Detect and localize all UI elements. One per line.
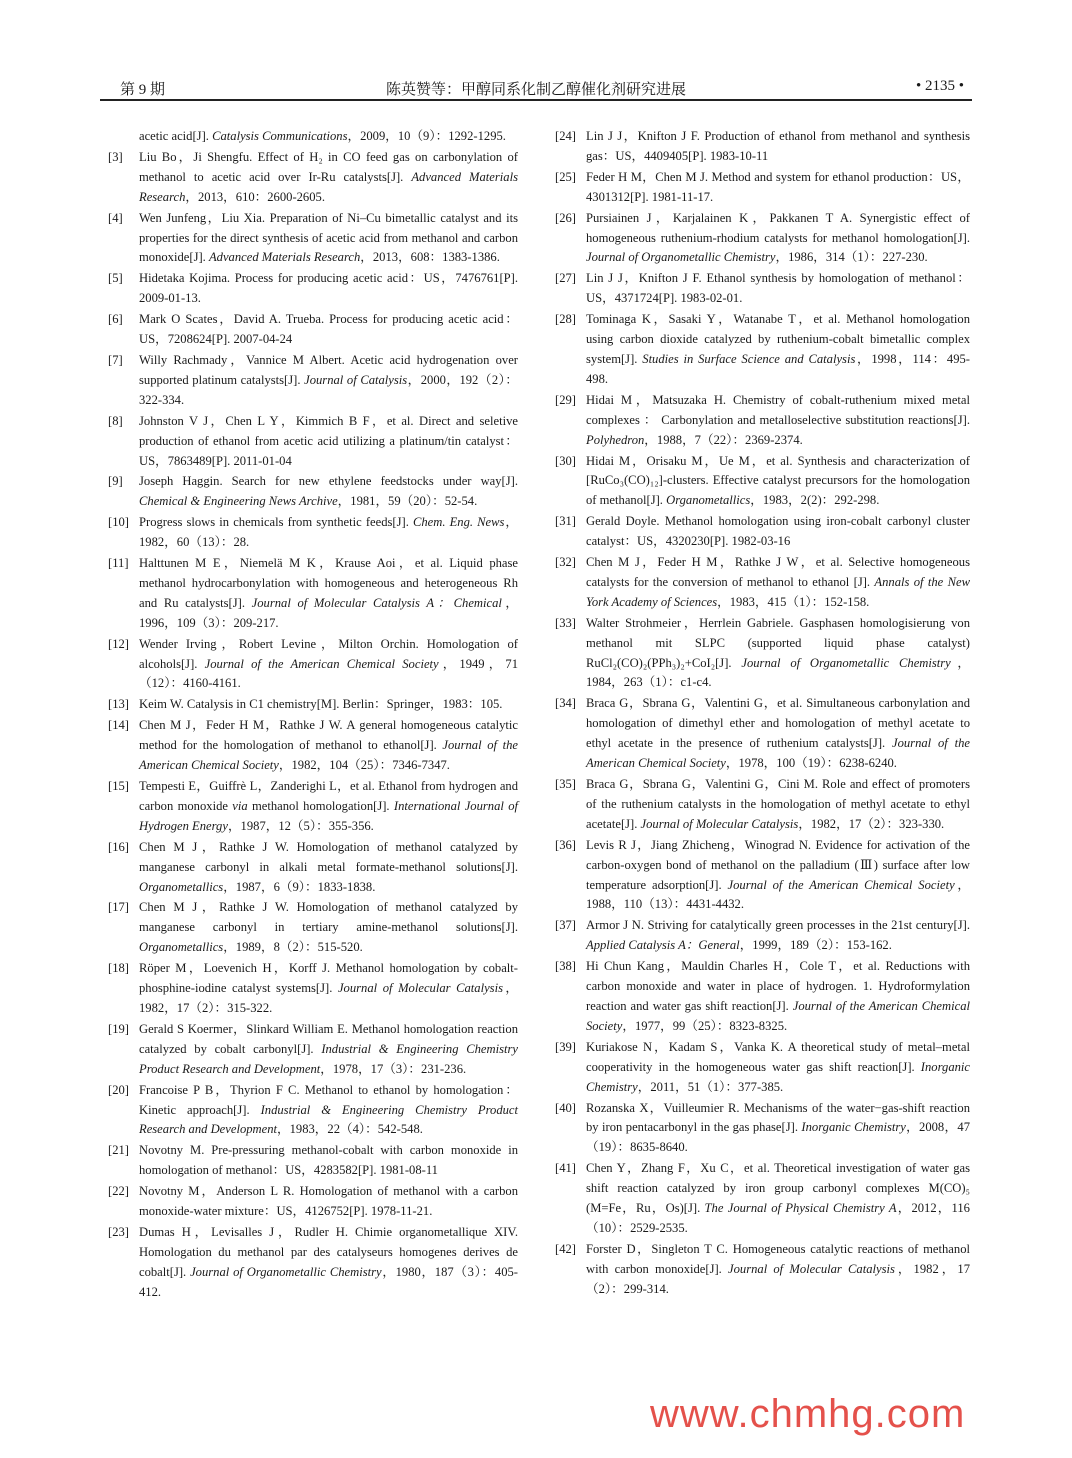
reference-text: Pursiainen J，Karjalainen K，Pakkanen T A. Synergistic effect of homogeneous ruthenium-rhodium catalysts for methanol homologation[J]. bbox=[586, 210, 970, 245]
references-left-column bbox=[108, 127, 518, 1304]
reference-number: [15] bbox=[108, 779, 129, 793]
reference-number: [41] bbox=[555, 1161, 576, 1176]
reference-number: [27] bbox=[555, 271, 576, 286]
reference-text: ，1949，71（12）：4160-4161. bbox=[139, 656, 518, 691]
reference-number: [6] bbox=[108, 312, 123, 327]
reference-text: ，1989，8（2）：515-520. bbox=[223, 940, 363, 955]
reference-number: [30] bbox=[555, 453, 576, 468]
reference-item bbox=[555, 694, 970, 774]
journal-title: Organometallics bbox=[139, 940, 224, 955]
journal-title: Polyhedron bbox=[586, 432, 645, 447]
reference-item bbox=[108, 1081, 518, 1141]
reference-text: ，1980，187（3）：405-412. bbox=[139, 1264, 518, 1299]
reference-item bbox=[555, 775, 970, 835]
reference-text: ，1982，60（13）：28. bbox=[139, 515, 518, 550]
reference-text: ，1978，100（19）：6238-6240. bbox=[725, 756, 897, 771]
reference-text: Chen M J，Feder H M，Rathke J W，et al. Selective homogeneous catalysts for the conversion of methanol to ethanol [J]. bbox=[586, 555, 970, 589]
reference-text: ，1988，110（13）：4431-4432. bbox=[586, 877, 971, 912]
reference-number: [34] bbox=[555, 696, 576, 711]
reference-item bbox=[108, 412, 518, 472]
reference-item bbox=[108, 554, 518, 634]
reference-text: Mark O Scates，David A. Trueba. Process for producing acetic acid：US，7208624[P]. 2007-04-24 bbox=[139, 312, 518, 347]
page-number: • 2135 • bbox=[915, 78, 964, 94]
reference-number: [33] bbox=[555, 615, 576, 630]
reference-item bbox=[555, 957, 970, 1037]
reference-number: [14] bbox=[108, 718, 129, 733]
reference-text: Dumas H，Levisalles J，Rudler H. Chimie organometallique XIV. Homologation du methanol par des catalyseurs homogenes derives de cobalt[J]. bbox=[139, 1224, 518, 1279]
reference-text: ，2008，47（19）：8635-8640. bbox=[586, 1120, 970, 1155]
reference-number: [7] bbox=[108, 352, 123, 367]
reference-text: ，1978，17（3）：231-236. bbox=[320, 1061, 467, 1076]
reference-text: ，1984，263（1）：c1-c4. bbox=[586, 655, 971, 690]
references-right-column bbox=[555, 127, 970, 1301]
journal-title: Journal of Molecular Catalysis bbox=[728, 1261, 895, 1276]
reference-text: ，1986，314（1）：227-230. bbox=[775, 250, 928, 265]
reference-number: [28] bbox=[555, 312, 576, 327]
reference-text: Feder H M，Chen M J. Method and system for ethanol production：US，4301312[P]. 1981-11-17. bbox=[586, 169, 970, 204]
reference-text: Johnston V J，Chen L Y，Kimmich B F，et al. Direct and seletive production of ethanol from acetic acid utilizing a platinum/tin catalyst：US，7863489[P]. 2011-01-04 bbox=[139, 413, 518, 468]
reference-text: Armor J N. Striving for catalytically green processes in the 21st century[J]. bbox=[586, 918, 970, 933]
reference-text: ，2011，51（1）：377-385. bbox=[637, 1079, 784, 1094]
reference-text: ，1977，99（25）：8323-8325. bbox=[622, 1018, 788, 1033]
reference-item bbox=[555, 391, 970, 451]
reference-item bbox=[555, 127, 970, 167]
reference-text: Röper M，Loevenich H，Korff J. Methanol homologation by cobalt-phosphine-iodine catalyst systems[J]. bbox=[139, 961, 518, 996]
reference-text: Hidetaka Kojima. Process for producing acetic acid：US，7476761[P]. 2009-01-13. bbox=[139, 271, 518, 306]
reference-text: Joseph Haggin. Search for new ethylene feedstocks under way[J]. bbox=[139, 474, 518, 489]
journal-title: The Journal of Physical Chemistry A bbox=[704, 1201, 897, 1216]
reference-number: [38] bbox=[555, 959, 576, 974]
reference-text: Liu Bo，Ji Shengfu. Effect of H₂ in CO feed gas on carbonylation of methanol to acetic acid over Ir-Ru catalysts[J]. bbox=[139, 149, 518, 184]
reference-text: ，1988，7（22）：2369-2374. bbox=[644, 432, 803, 447]
reference-number: [18] bbox=[108, 961, 129, 976]
reference-text: Chen M J，Feder H M，Rathke J W. A general homogeneous catalytic method for the homologation of methanol to ethanol[J]. bbox=[139, 718, 518, 753]
reference-item bbox=[555, 1099, 970, 1159]
reference-item bbox=[108, 310, 518, 350]
journal-title: via bbox=[232, 798, 248, 813]
reference-text: ，2013，608：1383-1386. bbox=[360, 250, 500, 265]
reference-text: Chen Y，Zhang F，Xu C，et al. Theoretical investigation of water gas shift reaction catalyzed by iron group carbonyl complexes M(CO)₅ (M=Fe，Ru，Os)[J]. bbox=[586, 1161, 970, 1216]
reference-item bbox=[555, 1240, 970, 1300]
journal-title: Journal of Catalysis bbox=[304, 372, 408, 387]
reference-number: [31] bbox=[555, 514, 576, 529]
reference-text: ，1983，2(2)：292-298. bbox=[750, 493, 880, 508]
reference-item bbox=[555, 1038, 970, 1098]
reference-item bbox=[108, 838, 518, 898]
journal-title: Journal of the American Chemical Society bbox=[586, 736, 971, 771]
reference-number: [37] bbox=[555, 918, 576, 933]
reference-item bbox=[555, 310, 970, 390]
reference-number: [26] bbox=[555, 210, 576, 225]
watermark: www.chmhg.com bbox=[650, 1392, 966, 1436]
running-title: 陈英赞等：甲醇同系化制乙醇催化剂研究进展 bbox=[385, 82, 686, 98]
reference-item bbox=[108, 1223, 518, 1303]
reference-text: ，1996，109（3）：209-217. bbox=[139, 595, 519, 630]
journal-title: Advanced Materials Research bbox=[139, 169, 518, 204]
issue-number: 第 9 期 bbox=[120, 82, 166, 98]
reference-text: ，2012，116（10）：2529-2535. bbox=[586, 1201, 970, 1235]
reference-item bbox=[555, 452, 970, 512]
journal-title: Industrial & Engineering Chemistry Product Research and Development bbox=[139, 1102, 519, 1137]
reference-text: Gerald Doyle. Methanol homologation using iron-cobalt carbonyl cluster catalyst：US，4320230[P]. 1982-03-16 bbox=[586, 514, 970, 549]
header-rule bbox=[100, 99, 972, 101]
journal-title: Advanced Materials Research bbox=[208, 250, 361, 265]
reference-text: Progress slows in chemicals from synthetic feeds[J]. bbox=[139, 515, 413, 530]
reference-text: ，2013，610：2600-2605. bbox=[185, 189, 325, 204]
reference-item bbox=[555, 269, 970, 309]
journal-title: Journal of Molecular Catalysis A：Chemical bbox=[251, 595, 502, 610]
reference-number: [5] bbox=[108, 271, 123, 286]
running-header bbox=[100, 76, 972, 98]
reference-number: [11] bbox=[108, 556, 129, 571]
journal-title: Journal of Molecular Catalysis bbox=[337, 981, 503, 996]
reference-text: Gerald S Koermer，Slinkard William E. Methanol homologation reaction catalyzed by cobalt carbonyl[J]. bbox=[139, 1021, 518, 1056]
reference-item bbox=[108, 351, 518, 411]
reference-number: [12] bbox=[108, 636, 129, 651]
reference-text: Hidai M，Matsuzaka H. Chemistry of cobalt-ruthenium mixed metal complexes ： Carbonylation and metalloselective substitution reactions[J]. bbox=[586, 392, 970, 427]
reference-text: Rozanska X，Vuilleumier R. Mechanisms of the water−gas-shift reaction by iron pentacarbonyl in the gas phase[J]. bbox=[586, 1100, 970, 1135]
reference-number: [29] bbox=[555, 392, 576, 407]
reference-text: ，1981，59（20）：52-54. bbox=[337, 494, 478, 509]
reference-text: Lin J J，Knifton J F. Ethanol synthesis by homologation of methanol：US，4371724[P]. 1983-02-01. bbox=[586, 271, 970, 306]
reference-text: Lin J J，Knifton J F. Production of ethanol from methanol and synthesis gas：US，4409405[P]. 1983-10-11 bbox=[586, 129, 970, 163]
reference-item bbox=[555, 209, 970, 269]
reference-number: [24] bbox=[555, 129, 576, 143]
reference-number: [21] bbox=[108, 1143, 129, 1158]
journal-title: Journal of Organometallic Chemistry bbox=[586, 250, 776, 265]
reference-item bbox=[555, 512, 970, 552]
reference-number: [16] bbox=[108, 839, 129, 854]
journal-title: Annals of the New York Academy of Sciences bbox=[586, 574, 970, 609]
reference-text: Hidai M，Orisaku M，Ue M，et al. Synthesis and characterization of [RuCo₃(CO)₁₂]-clusters. Effective catalyst precursors for the homologation of methanol[J]. bbox=[586, 453, 970, 508]
reference-number: [22] bbox=[108, 1184, 129, 1199]
reference-text: Halttunen M E，Niemelä M K，Krause Aoi，et al. Liquid phase methanol hydrocarbonylation with homogeneous and heterogeneous Rh and Ru catalysts[J]. bbox=[139, 556, 518, 610]
reference-item bbox=[108, 635, 518, 695]
journal-title: Catalysis Communications bbox=[212, 129, 348, 143]
reference-text: Kuriakose N，Kadam S，Vanka K. A theoretical study of metal–metal cooperativity in the homogeneous water gas shift reaction[J]. bbox=[586, 1039, 970, 1074]
reference-text: Levis R J，Jiang Zhicheng，Winograd N. Evidence for activation of the carbon-oxygen bond of methanol on the palladium (Ⅲ) surface after low temperature adsorption[J]. bbox=[586, 837, 970, 892]
reference-text: Chen M J，Rathke J W. Homologation of methanol catalyzed by manganese carbonyl in alkali metal formate-methanol solutions[J]. bbox=[139, 839, 518, 874]
reference-item bbox=[108, 1020, 518, 1080]
journal-title: Journal of Organometallic Chemistry bbox=[190, 1264, 382, 1279]
reference-text: Walter Strohmeier，Herrlein Gabriele. Gasphasen homologisierung von methanol mit SLPC (supported liquid phase catalyst) RuCl₂(CO)₂(PPh₃)₂+CoI₂[J]. bbox=[586, 615, 970, 670]
reference-number: [3] bbox=[108, 149, 123, 164]
reference-text: Braca G，Sbrana G，Valentini G，et al. Simultaneous carbonylation and homologation of dimethyl ether and homologation of methyl acetate to ethyl acetate in the presence of ruthenium catalysts[J]. bbox=[586, 696, 970, 751]
reference-number: [9] bbox=[108, 474, 123, 489]
reference-number: [25] bbox=[555, 169, 576, 184]
reference-number: [42] bbox=[555, 1241, 576, 1256]
reference-text: Chen M J，Rathke J W. Homologation of methanol catalyzed by manganese carbonyl in tertiary amine-methanol solutions[J]. bbox=[139, 900, 518, 935]
reference-text: ，2000，192（2）：322-334. bbox=[139, 372, 518, 407]
reference-text: Braca G，Sbrana G，Valentini G，Cini M. Role and effect of promoters of the ruthenium catalysts in the homologation of methyl acetate to ethyl acetate[J]. bbox=[586, 777, 970, 831]
journal-title: Journal of the American Chemical Society bbox=[586, 998, 970, 1033]
reference-item bbox=[555, 168, 970, 208]
reference-number: [20] bbox=[108, 1082, 129, 1097]
reference-text: ，1987，12（5）：355-356. bbox=[227, 818, 374, 833]
journal-title: Journal of the American Chemical Society bbox=[139, 738, 518, 773]
reference-text: ，1982，17（2）：323-330. bbox=[798, 816, 945, 831]
reference-item bbox=[108, 148, 518, 208]
reference-text: Novotny M. Pre-pressuring methanol-cobalt with carbon monoxide in homologation of methanol：US，4283582[P]. 1981-08-11 bbox=[139, 1143, 518, 1178]
reference-text: Hi Chun Kang，Mauldin Charles H，Cole T，et al. Reductions with carbon monoxide and water in place of hydrogen. 1. Hydroformylation reaction and water gas shift reaction[J]. bbox=[586, 959, 970, 1013]
reference-text: ，1982，17（2）：299-314. bbox=[586, 1261, 971, 1296]
reference-number: [13] bbox=[108, 697, 129, 712]
reference-text: methanol homologation[J]. bbox=[247, 798, 394, 813]
reference-text: Novotny M，Anderson L R. Homologation of methanol with a carbon monoxide-water mixture：US，4126752[P]. 1978-11-21. bbox=[139, 1184, 518, 1219]
reference-number: [39] bbox=[555, 1039, 576, 1054]
reference-text: ，1987，6（9）：1833-1838. bbox=[223, 879, 376, 894]
reference-item bbox=[108, 127, 518, 147]
reference-text: Wender Irving，Robert Levine，Milton Orchin. Homologation of alcohols[J]. bbox=[139, 636, 518, 671]
reference-number: [17] bbox=[108, 900, 129, 915]
reference-text: Willy Rachmady，Vannice M Albert. Acetic acid hydrogenation over supported platinum catalysts[J]. bbox=[139, 352, 518, 387]
journal-title: Journal of the American Chemical Society bbox=[727, 877, 955, 892]
reference-text: ，1983，22（4）：542-548. bbox=[277, 1122, 423, 1137]
reference-item bbox=[555, 1159, 970, 1239]
reference-text: ，1982，104（25）：7346-7347. bbox=[278, 758, 450, 773]
reference-text: ，1998，114：495-498. bbox=[586, 351, 970, 386]
reference-item bbox=[555, 614, 970, 694]
reference-item bbox=[108, 1182, 518, 1222]
reference-number: [10] bbox=[108, 515, 129, 530]
reference-number: [40] bbox=[555, 1100, 576, 1115]
journal-title: Chemical & Engineering News Archive bbox=[139, 494, 338, 509]
reference-item bbox=[555, 836, 970, 916]
reference-number: [35] bbox=[555, 777, 576, 791]
reference-item bbox=[108, 513, 518, 553]
reference-item bbox=[555, 553, 970, 613]
journal-title: Journal of Molecular Catalysis bbox=[640, 816, 799, 831]
reference-text: ，2009，10（9）：1292-1295. bbox=[347, 129, 506, 143]
journal-title: Chem. Eng. News bbox=[412, 515, 505, 530]
reference-number: [19] bbox=[108, 1021, 129, 1036]
reference-item bbox=[108, 695, 518, 715]
reference-text: ，1982，17（2）：315-322. bbox=[139, 981, 518, 1015]
journal-title: International Journal of Hydrogen Energy bbox=[139, 798, 518, 833]
reference-item bbox=[108, 1141, 518, 1181]
reference-item bbox=[108, 777, 518, 837]
reference-item bbox=[108, 716, 518, 776]
reference-text: ，1999，189（2）：153-162. bbox=[739, 938, 892, 953]
reference-item bbox=[108, 269, 518, 309]
reference-number: [23] bbox=[108, 1224, 129, 1239]
reference-text: ，1983，415（1）：152-158. bbox=[717, 594, 870, 609]
reference-text: Francoise P B，Thyrion F C. Methanol to ethanol by homologation：Kinetic approach[J]. bbox=[139, 1082, 518, 1117]
reference-text: Keim W. Catalysis in C1 chemistry[M]. Berlin：Springer，1983：105. bbox=[139, 697, 503, 712]
reference-number: [8] bbox=[108, 413, 123, 428]
journal-title: Organometallics bbox=[139, 879, 224, 894]
journal-title: Industrial & Engineering Chemistry Product Research and Development bbox=[139, 1041, 518, 1076]
reference-item bbox=[108, 898, 518, 958]
journal-title: Inorganic Chemistry bbox=[586, 1059, 970, 1094]
journal-title: Inorganic Chemistry bbox=[801, 1120, 906, 1135]
journal-title: Journal of the American Chemical Society bbox=[204, 656, 439, 671]
reference-text: Forster D，Singleton T C. Homogeneous catalytic reactions of methanol with carbon monoxide[J]. bbox=[586, 1241, 970, 1276]
reference-number: [32] bbox=[555, 555, 576, 570]
journal-title: Journal of Organometallic Chemistry bbox=[741, 655, 951, 670]
journal-title: Applied Catalysis A：General bbox=[586, 938, 740, 953]
reference-item bbox=[555, 916, 970, 956]
reference-item bbox=[108, 209, 518, 269]
reference-number: [4] bbox=[108, 210, 123, 225]
reference-item bbox=[108, 959, 518, 1019]
reference-text: Wen Junfeng，Liu Xia. Preparation of Ni–Cu bimetallic catalyst and its properties for the direct synthesis of acetic acid from methanol and carbon monoxide[J]. bbox=[139, 210, 518, 265]
reference-number: [36] bbox=[555, 837, 576, 852]
reference-item bbox=[108, 472, 518, 512]
reference-text: Tempesti E，Guiffrè L，Zanderighi L，et al. Ethanol from hydrogen and carbon monoxide bbox=[139, 779, 518, 813]
journal-title: Studies in Surface Science and Catalysis bbox=[642, 351, 856, 366]
journal-title: Organometallics bbox=[666, 493, 751, 508]
reference-text: acetic acid[J]. bbox=[139, 129, 213, 143]
reference-text: Tominaga K，Sasaki Y，Watanabe T，et al. Methanol homologation using carbon dioxide catalyzed by ruthenium-cobalt bimetallic complex system[J]. bbox=[586, 312, 970, 366]
